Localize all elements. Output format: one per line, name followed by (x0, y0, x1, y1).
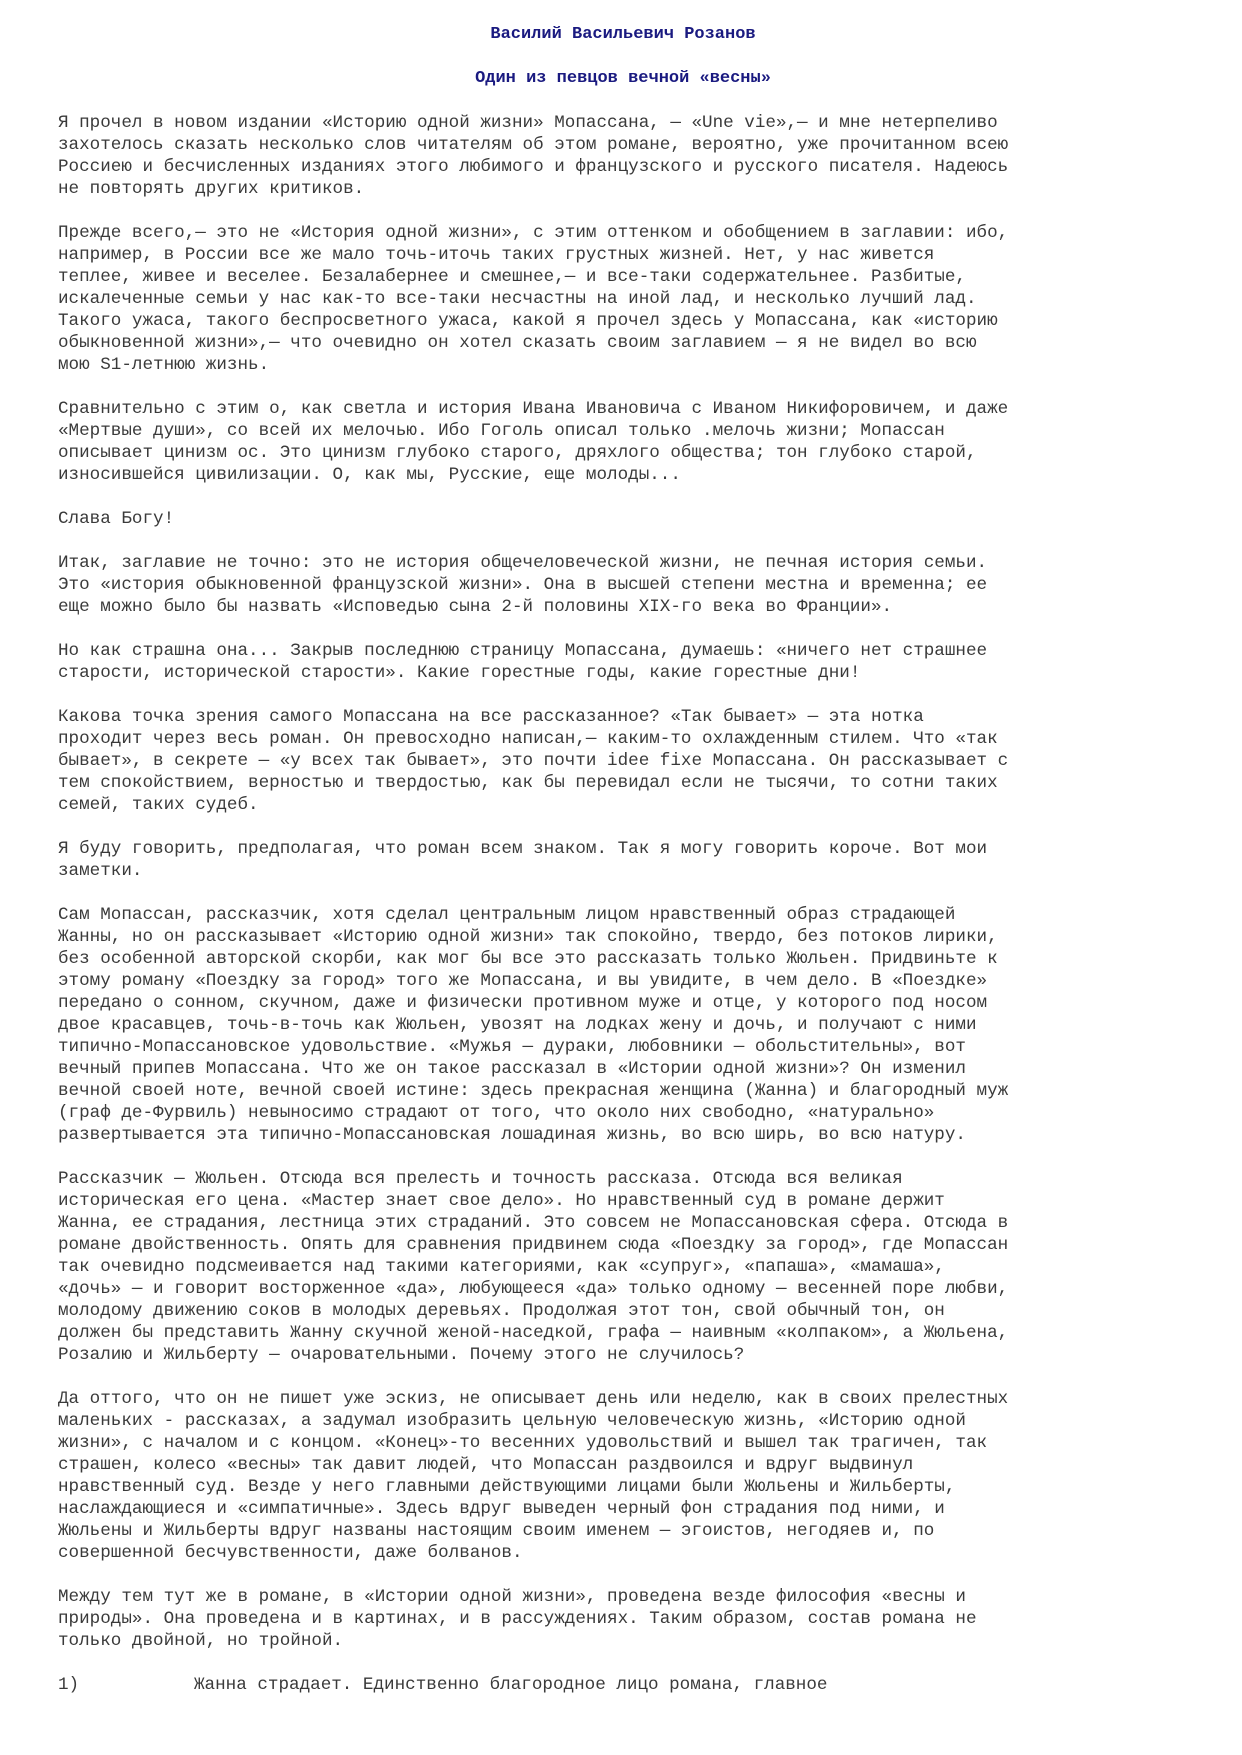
list-item-number: 1) (58, 1675, 80, 1695)
paragraph: Да оттого, что он не пишет уже эскиз, не описывает день или неделю, как в своих прелестных маленьких - рассказах, а задумал изобразить цельную человеческую жизнь, «Историю одной жизни», с началом и с концом. «Конец»-то весенних удовольствий и вышел так трагичен, так страшен, колесо «весны» так давит людей, что Мопассан раздвоился и вдруг выдвинул нравственный суд. Везде у него главными действующими лицами были Жюльены и Жильберты, наслаждающиеся и «симпатичные». Здесь вдруг выведен черный фон страдания под ними, и Жюльены и Жильберты вдруг названы настоящим своим именем — эгоистов, негодяев и, по совершенной бесчувственности, даже болванов. (58, 1389, 1009, 1563)
paragraph: Но как страшна она... Закрыв последнюю страницу Мопассана, думаешь: «ничего нет страшнее старости, исторической старости». Какие горестные годы, какие горестные дни! (58, 641, 988, 683)
paragraph: Слава Богу! (58, 509, 175, 529)
paragraph: Сравнительно с этим о, как светла и история Ивана Ивановича с Иваном Никифоровичем, и даже «Мертвые души», со всей их мелочью. Ибо Гоголь описал только .мелочь жизни; Мопассан описывает цинизм ос. Это цинизм глубоко старого, дряхлого общества; тон глубоко старой, износившейся цивилизации. О, как мы, Русские, еще молоды... (58, 399, 1009, 485)
paragraph: Какова точка зрения самого Мопассана на все рассказанное? «Так бывает» — эта нотка проходит через весь роман. Он превосходно написан,— каким-то охлажденным стилем. Что «так бывает», в секрете — «у всех так бывает», это почти idee fixe Мопассана. Он рассказывает с тем спокойствием, верностью и твердостью, как бы перевидал если не тысячи, то сотни таких семей, таких судеб. (58, 707, 1009, 815)
paragraph: Итак, заглавие не точно: это не история общечеловеческой жизни, не печная история семьи. Это «история обыкновенной французской жизни». Она в высшей степени местна и временна; ее еще можно было бы назвать «Исповедью сына 2-й половины XIX-го века во Франции». (58, 553, 988, 617)
paragraph: Прежде всего,— это не «История одной жизни», с этим оттенком и обобщением в заглавии: ибо, например, в России все же мало точь-иточь таких грустных жизней. Нет, у нас живется теплее, живее и веселее. Безалабернее и смешнее,— и все-таки содержательнее. Разбитые, искалеченные семьи у нас как-то все-таки несчастны на иной лад, и несколько лучший лад. Такого ужаса, такого беспросветного ужаса, какой я прочел здесь у Мопассана, как «историю обыкновенной жизни»,— что очевидно он хотел сказать своим заглавием — я не видел во всю мою S1-летнюю жизнь. (58, 223, 1009, 375)
paragraph: Я буду говорить, предполагая, что роман всем знаком. Так я могу говорить короче. Вот мои заметки. (58, 839, 988, 881)
paragraph: Я прочел в новом издании «Историю одной жизни» Мопассана, — «Une vie»,— и мне нетерпеливо захотелось сказать несколько слов читателям об этом романе, вероятно, уже прочитанном всею Россиею и бесчисленных изданиях этого любимого и французского и русского писателя. Надеюсь не повторять других критиков. (58, 113, 1009, 199)
paragraph: Сам Мопассан, рассказчик, хотя сделал центральным лицом нравственный образ страдающей Жанны, но он рассказывает «Историю одной жизни» так спокойно, твердо, без потоков лирики, без особенной авторской скорби, как мог бы все это рассказать только Жюльен. Придвиньте к этому роману «Поездку за город» того же Мопассана, и вы увидите, в чем дело. В «Поездке» передано о сонном, скучном, даже и физически противном муже и отце, у которого под носом двое красавцев, точь-в-точь как Жюльен, увозят на лодках жену и дочь, и получают с ними типично-Мопассановское удовольствие. «Мужья — дураки, любовники — обольстительны», вот вечный припев Мопассана. Что же он такое рассказал в «Истории одной жизни»? Он изменил вечной своей ноте, вечной своей истине: здесь прекрасная женщина (Жанна) и благородный муж (граф де-Фурвиль) невыносимо страдают от того, что около них свободно, «натурально» развертывается эта типично-Мопассановская лошадиная жизнь, во всю ширь, во всю натуру. (58, 905, 1009, 1145)
list-item (58, 1674, 1188, 1696)
list-item-text: Жанна страдает. Единственно благородное лицо романа, главное (194, 1675, 828, 1695)
paragraph: Между тем тут же в романе, в «Истории одной жизни», проведена везде философия «весны и природы». Она проведена и в картинах, и в рассуждениях. Таким образом, состав романа не только двойной, но тройной. (58, 1587, 977, 1651)
author-name: Василий Васильевич Розанов (490, 25, 756, 44)
paragraph: Рассказчик — Жюльен. Отсюда вся прелесть и точность рассказа. Отсюда вся великая историческая его цена. «Мастер знает свое дело». Но нравственный суд в романе держит Жанна, ее страдания, лестница этих страданий. Это совсем не Мопассановская сфера. Отсюда в романе двойственность. Опять для сравнения придвинем сюда «Поездку за город», где Мопассан так очевидно подсмеивается над такими категориями, как «супруг», «папаша», «мамаша», «дочь» — и говорит восторженное «да», любующееся «да» только одному — весенней поре любви, молодому движению соков в молодых деревьях. Продолжая этот тон, свой обычный тон, он должен бы представить Жанну скучной женой-наседкой, графа — наивным «колпаком», а Жюльена, Розалию и Жильберту — очаровательными. Почему этого не случилось? (58, 1169, 1009, 1365)
document-page (58, 24, 1188, 1696)
document-title: Один из певцов вечной «весны» (475, 69, 771, 88)
